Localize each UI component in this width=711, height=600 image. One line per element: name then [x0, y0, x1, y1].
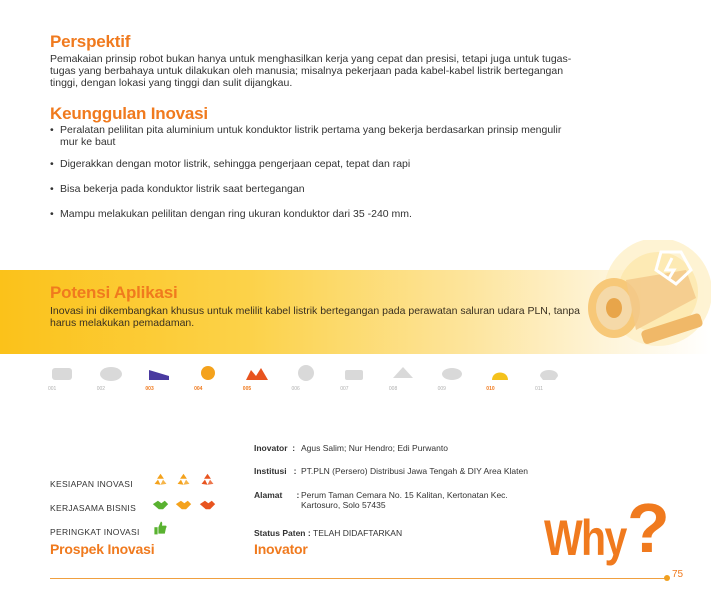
- category-icon: [535, 362, 563, 384]
- prospek-heading: Prospek Inovasi: [50, 541, 155, 557]
- perspektif-paragraph: Pemakaian prinsip robot bukan hanya untuk menghasilkan kerja yang cepat dan presisi, tetapi juga untuk tugas-tugas yang berbahaya untuk dilakukan oleh manusia; misalnya pekerjaan pada kabel-kabel listrik bertegangan tinggi, dengan lokasi yang tinggi dan sulit dijangkau.: [50, 53, 572, 89]
- category-number: 003: [145, 386, 154, 392]
- thumbs-up-icon: [152, 520, 168, 536]
- kerjasama-rating: [152, 498, 218, 516]
- inovator-names: Agus Salim; Nur Hendro; Edi Purwanto: [301, 443, 448, 453]
- peringkat-rating: [152, 520, 170, 538]
- handshake-icon: [152, 499, 169, 511]
- list-item: • Mampu melakukan pelilitan dengan ring ukuran konduktor dari 35 -240 mm.: [50, 208, 570, 220]
- cable-wrapping-machine-illustration: [566, 240, 711, 360]
- category-icon: [194, 362, 222, 384]
- status-paten-label: Status Paten :: [254, 528, 311, 538]
- list-item: • Bisa bekerja pada konduktor listrik saat bertegangan: [50, 183, 570, 195]
- category-icon: [97, 362, 125, 384]
- institusi-value: PT.PLN (Persero) Distribusi Jawa Tengah & DIY Area Klaten: [301, 466, 528, 476]
- category-number: 001: [48, 386, 57, 392]
- recycle-icon: [152, 472, 169, 489]
- potensi-heading: Potensi Aplikasi: [50, 283, 178, 302]
- perspektif-heading: Perspektif: [50, 32, 131, 51]
- recycle-icon: [199, 472, 216, 489]
- institusi-label: Institusi :: [254, 466, 297, 476]
- keunggulan-heading: Keunggulan Inovasi: [50, 104, 208, 123]
- why-logo-text: Why: [544, 510, 626, 566]
- handshake-icon: [199, 499, 216, 511]
- page-number: 75: [672, 569, 684, 580]
- handshake-icon: [175, 499, 192, 511]
- alamat-label: Alamat :: [254, 490, 300, 500]
- status-paten-value: TELAH DIDAFTARKAN: [313, 528, 403, 538]
- list-item: • Digerakkan dengan motor listrik, sehingga pengerjaan cepat, tepat dan rapi: [50, 158, 570, 170]
- category-icon: [438, 362, 466, 384]
- category-number: 011: [535, 386, 543, 392]
- category-icon-strip: [48, 362, 568, 394]
- category-icon: [486, 362, 514, 384]
- category-icon: [243, 362, 271, 384]
- inovator-label: Inovator :: [254, 443, 296, 453]
- category-number: 007: [340, 386, 349, 392]
- category-number: 004: [194, 386, 203, 392]
- list-item: • Peralatan pelilitan pita aluminium untuk konduktor listrik pertama yang bekerja berdasarkan prinsip mengulir mur ke baut: [50, 124, 570, 148]
- category-number: 009: [437, 386, 446, 392]
- recycle-icon: [175, 472, 192, 489]
- footer-dot: [664, 575, 670, 581]
- kesiapan-rating: [152, 472, 218, 490]
- category-number: 006: [291, 386, 300, 392]
- alamat-value: Perum Taman Cemara No. 15 Kalitan, Kertonatan Kec. Kartosuro, Solo 57435: [301, 490, 508, 510]
- category-icon: [389, 362, 417, 384]
- category-icon: [292, 362, 320, 384]
- potensi-paragraph: Inovasi ini dikembangkan khusus untuk melilit kabel listrik bertegangan pada perawatan saluran udara PLN, tanpa harus melakukan pemadaman.: [50, 305, 580, 329]
- kesiapan-label: KESIAPAN INOVASI: [50, 479, 133, 489]
- category-icon: [145, 362, 173, 384]
- category-number: 008: [388, 386, 398, 392]
- category-icon: [48, 362, 76, 384]
- footer-divider: [50, 578, 668, 579]
- why-logo-question-mark: ?: [627, 489, 670, 567]
- category-number: 002: [96, 386, 106, 392]
- inovator-heading: Inovator: [254, 541, 308, 557]
- kerjasama-label: KERJASAMA BISNIS: [50, 503, 137, 513]
- keunggulan-list: [50, 124, 570, 220]
- category-number: 005: [242, 386, 252, 392]
- peringkat-label: PERINGKAT INOVASI: [50, 527, 140, 537]
- category-number: 010: [486, 386, 495, 392]
- category-icon: [340, 362, 368, 384]
